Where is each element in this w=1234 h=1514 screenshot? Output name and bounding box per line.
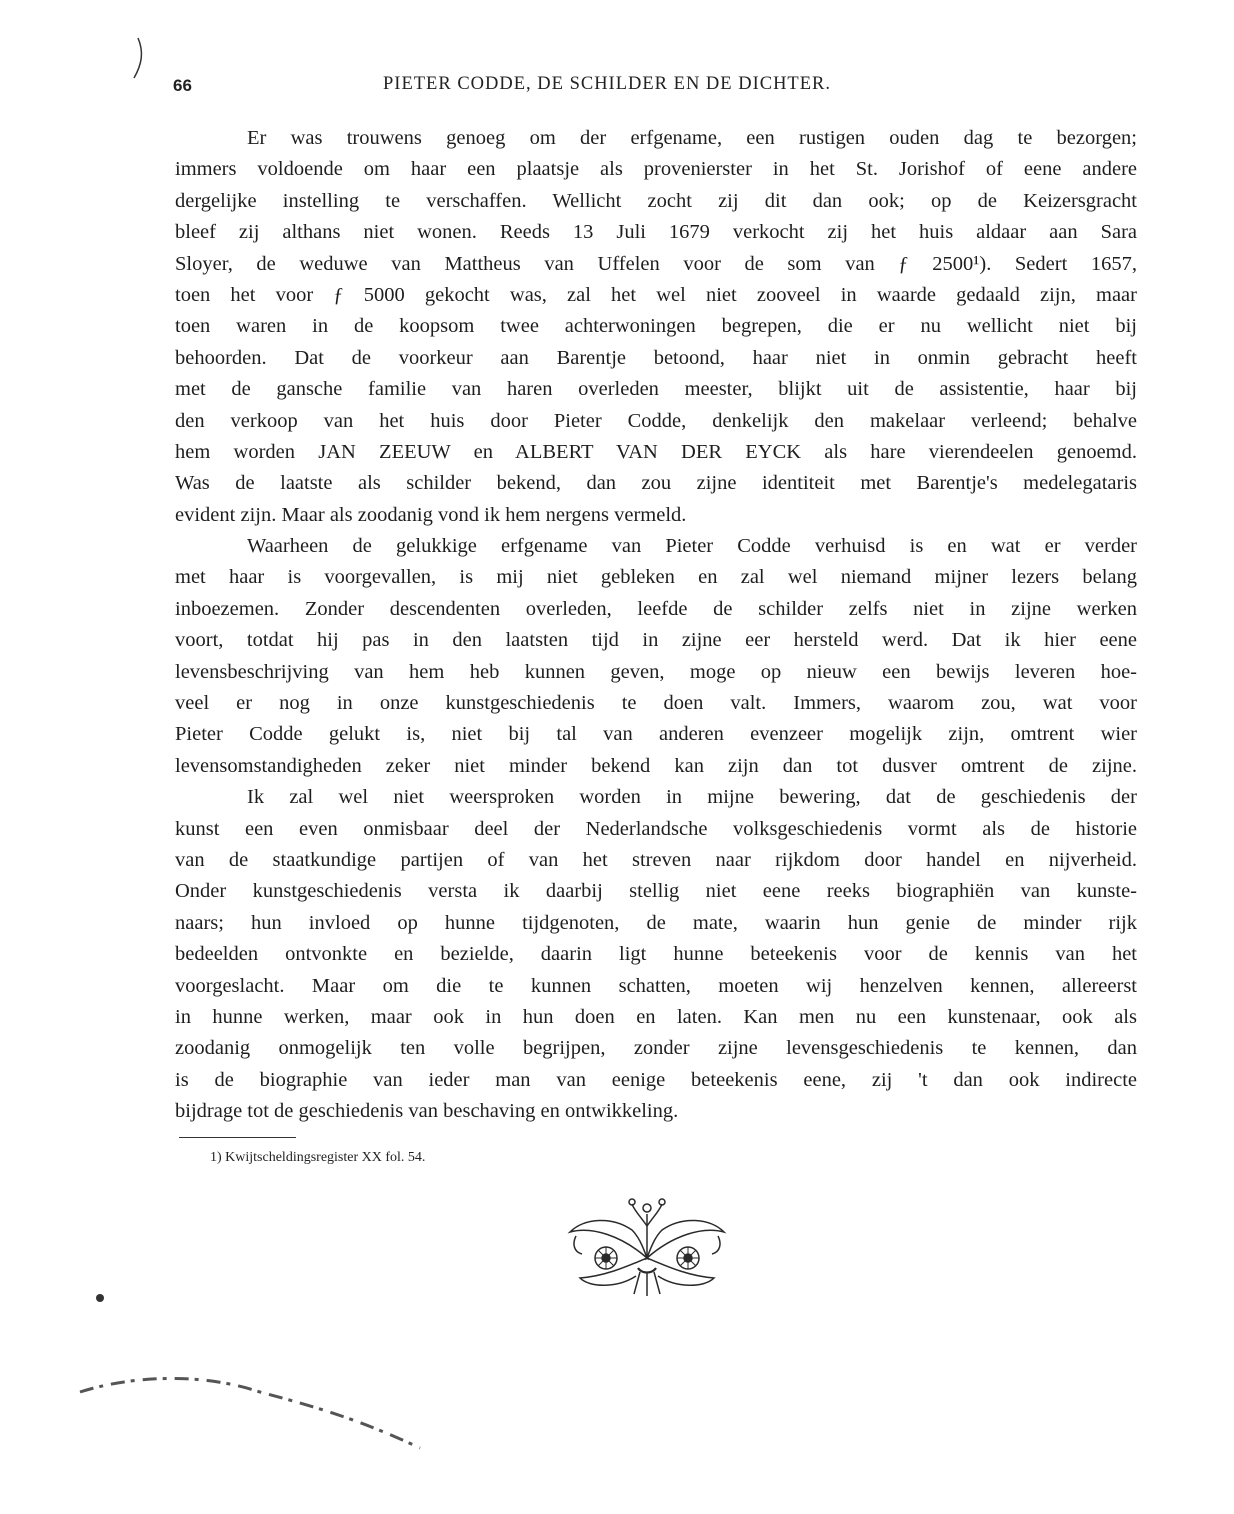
text-line: inboezemen. Zonder descendenten overleden, leefde de schilder zelfs niet in zijne werken — [175, 597, 1137, 620]
page-header — [173, 72, 921, 102]
footnote-rule — [179, 1137, 296, 1138]
text-line: hem worden JAN ZEEUW en ALBERT VAN DER EYCK als hare vierendeelen genoemd. — [175, 440, 1137, 463]
text-line: bleef zij althans niet wonen. Reeds 13 Juli 1679 verkocht zij het huis aldaar aan Sara — [175, 221, 1137, 244]
running-title: PIETER CODDE, DE SCHILDER EN DE DICHTER. — [383, 74, 832, 94]
text-line: levensomstandigheden zeker niet minder bekend kan zijn dan tot dusver omtrent de zijne. — [175, 754, 1137, 777]
text-line: Was de laatste als schilder bekend, dan zou zijne identiteit met Barentje's medelegataris — [175, 472, 1137, 495]
text-line: dergelijke instelling te verschaffen. Wellicht zocht zij dit dan ook; op de Keizersgracht — [175, 189, 1137, 212]
text-line: met de gansche familie van haren overleden meester, blijkt uit de assistentie, haar bij — [175, 378, 1137, 401]
text-line: zoodanig onmogelijk ten volle begrijpen, zonder zijne levensgeschiedenis te kennen, dan — [175, 1037, 1137, 1060]
text-line: veel er nog in onze kunstgeschiedenis te doen valt. Immers, waarom zou, wat voor — [175, 692, 1137, 715]
page-number: 66 — [173, 76, 192, 95]
text-line: Onder kunstgeschiedenis versta ik daarbij stellig niet eene reeks biographiën van kunste- — [175, 880, 1137, 903]
text-line: bijdrage tot de geschiedenis van beschaving en ontwikkeling. — [175, 1100, 679, 1123]
text-line: van de staatkundige partijen of van het streven naar rijkdom door handel en nijverheid. — [175, 848, 1137, 871]
body-text — [175, 123, 1137, 1128]
text-line: naars; hun invloed op hunne tijdgenoten, de mate, waarin hun genie de minder rijk — [175, 911, 1137, 934]
floral-tailpiece-icon — [562, 1196, 732, 1305]
text-line: voorgeslacht. Maar om die te kunnen schatten, moeten wij henzelven kennen, allereerst — [175, 974, 1137, 997]
text-line: Waarheen de gelukkige erfgename van Pieter Codde verhuisd is en wat er verder — [247, 535, 1137, 558]
text-line: levensbeschrijving van hem heb kunnen geven, moge op nieuw een bewijs leveren hoe- — [175, 660, 1137, 683]
text-line: Sloyer, de weduwe van Mattheus van Uffelen voor de som van ƒ 2500¹). Sedert 1657, — [175, 252, 1137, 275]
text-line: evident zijn. Maar als zoodanig vond ik hem nergens vermeld. — [175, 503, 687, 526]
text-line: voort, totdat hij pas in den laatsten tijd in zijne eer hersteld werd. Dat ik hier eene — [175, 629, 1137, 652]
text-line: kunst een even onmisbaar deel der Nederlandsche volksgeschiedenis vormt als de historie — [175, 817, 1137, 840]
text-line: toen waren in de koopsom twee achterwoningen begrepen, die er nu wellicht niet bij — [175, 315, 1137, 338]
text-line: bedeelden ontvonkte en bezielde, daarin ligt hunne beteekenis voor de kennis van het — [175, 943, 1137, 966]
text-line: met haar is voorgevallen, is mij niet gebleken en zal wel niemand mijner lezers belang — [175, 566, 1137, 589]
text-line: Er was trouwens genoeg om der erfgename, een rustigen ouden dag te bezorgen; — [247, 127, 1137, 149]
text-line: Pieter Codde gelukt is, niet bij tal van anderen evenzeer mogelijk zijn, omtrent wier — [175, 723, 1137, 746]
text-line: immers voldoende om haar een plaatsje als provenierster in het St. Jorishof of eene andere — [175, 158, 1137, 181]
text-line: in hunne werken, maar ook in hun doen en laten. Kan men nu een kunstenaar, ook als — [175, 1005, 1137, 1028]
text-line: behoorden. Dat de voorkeur aan Barentje betoond, haar niet in onmin gebracht heeft — [175, 346, 1137, 369]
text-line: is de biographie van ieder man van eenige beteekenis eene, zij 't dan ook indirecte — [175, 1068, 1137, 1091]
text-line: toen het voor ƒ 5000 gekocht was, zal het wel niet zooveel in waarde gedaald zijn, maar — [175, 283, 1137, 306]
text-line: den verkoop van het huis door Pieter Codde, denkelijk den makelaar verleend; behalve — [175, 409, 1137, 432]
text-line: Ik zal wel niet weersproken worden in mijne bewering, dat de geschiedenis der — [247, 786, 1137, 809]
footnote: 1) Kwijtscheldingsregister XX fol. 54. — [210, 1150, 426, 1165]
